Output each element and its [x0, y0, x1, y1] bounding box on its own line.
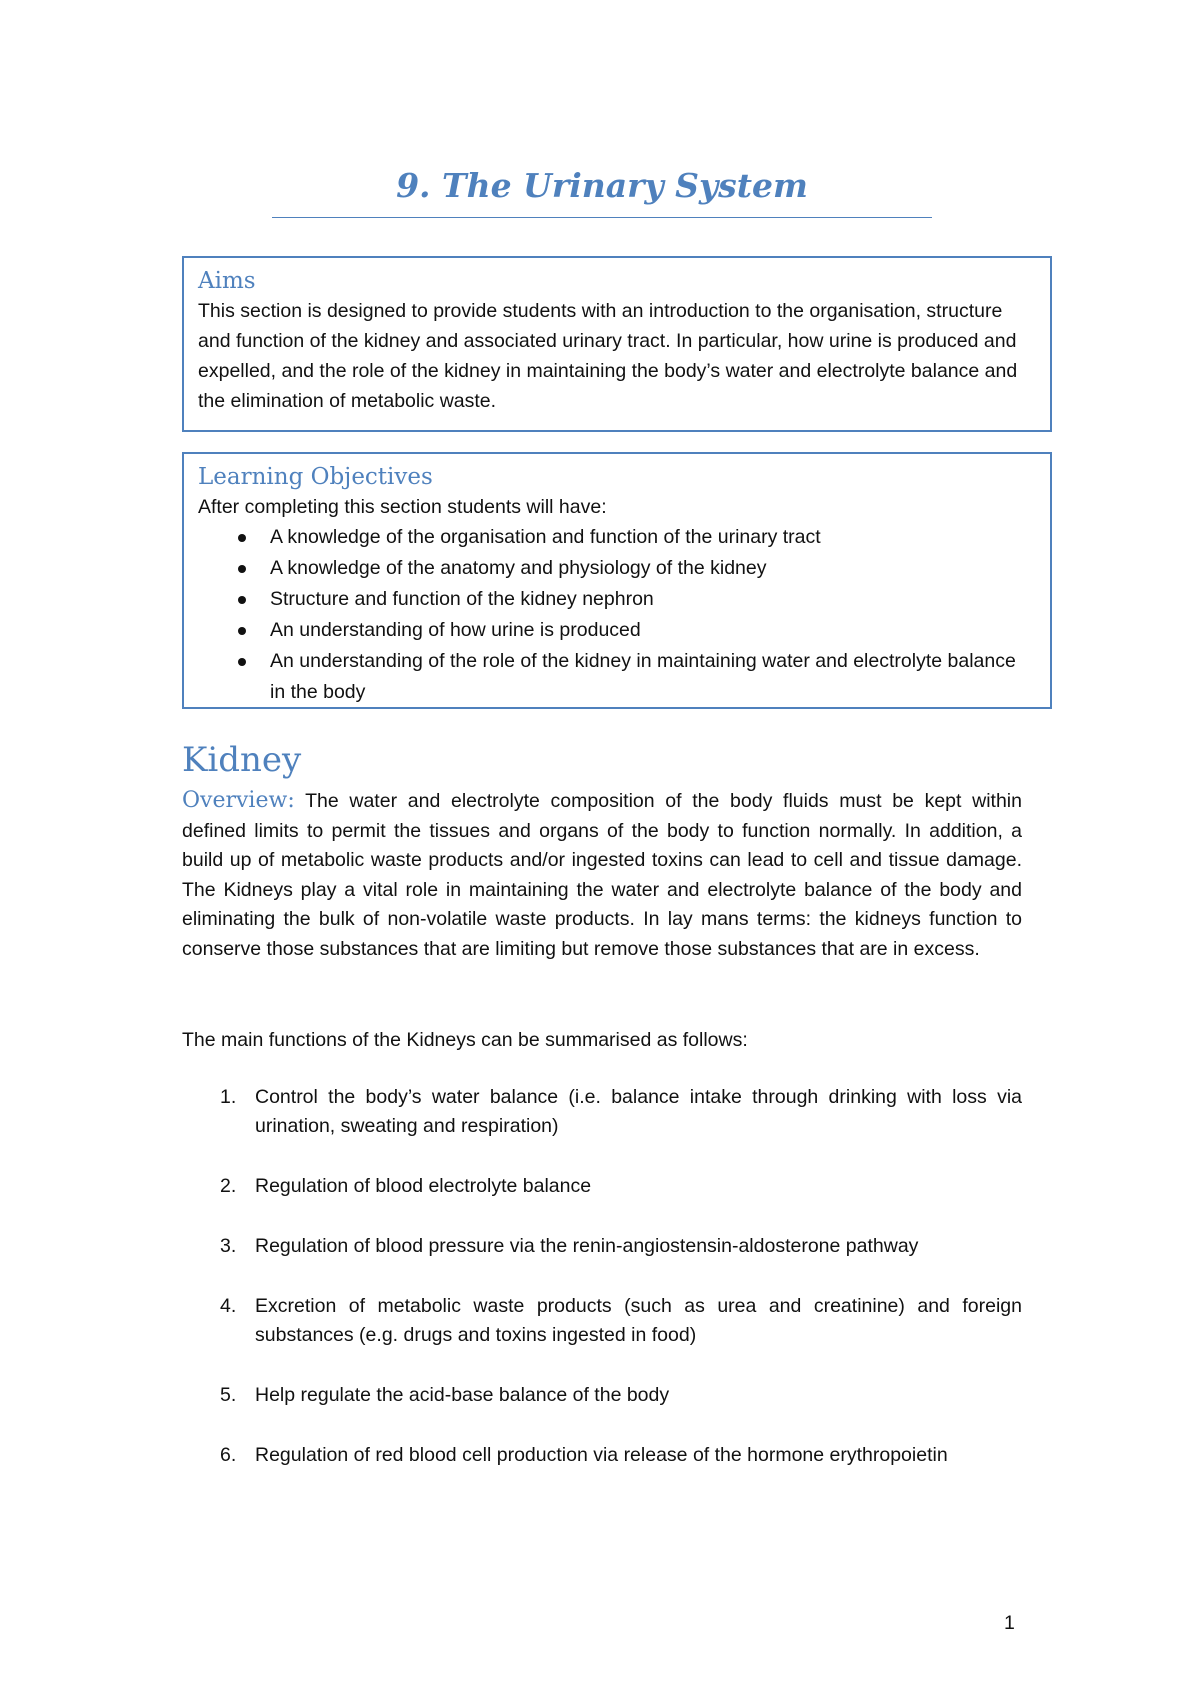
kidney-heading: Kidney [182, 740, 302, 780]
objectives-list [198, 522, 1036, 708]
aims-heading: Aims [198, 268, 256, 294]
list-item [198, 615, 1036, 646]
page-title: 9. The Urinary System [396, 166, 808, 205]
function-text: Regulation of blood pressure via the renin-angiostensin-aldosterone pathway [255, 1235, 919, 1257]
objective-text: An understanding of the role of the kidney in maintaining water and electrolyte balance in the body [270, 650, 1016, 703]
list-item [198, 553, 1036, 584]
list-item [182, 1083, 1022, 1141]
functions-intro: The main functions of the Kidneys can be summarised as follows: [182, 1029, 748, 1051]
list-item [198, 646, 1036, 708]
aims-text: This section is designed to provide students with an introduction to the organisation, structure and function of the kidney and associated urinary tract. In particular, how urine is produced and expelled, and the role of the kidney in maintaining the body’s water and electrolyte balance and the elimination of metabolic waste. [198, 300, 1018, 412]
page-number: 1 [1004, 1612, 1015, 1634]
bullet-icon [238, 627, 246, 635]
function-text: Regulation of blood electrolyte balance [255, 1175, 592, 1197]
objective-text: Structure and function of the kidney nephron [270, 588, 654, 610]
list-item [198, 522, 1036, 553]
overview-text: The water and electrolyte composition of the body fluids must be kept within defined limits to permit the tissues and organs of the body to function normally. In addition, a build up of metabolic waste products and/or ingested toxins can lead to cell and tissue damage. The Kidneys play a vital role in maintaining the water and electrolyte balance of the body and eliminating the bulk of non-volatile waste products. In lay mans terms: the kidneys function to conserve those substances that are limiting but remove those substances that are in excess. [182, 790, 1022, 960]
function-text: Help regulate the acid-base balance of the body [255, 1384, 670, 1406]
objective-text: A knowledge of the anatomy and physiology of the kidney [270, 557, 767, 579]
list-item [198, 584, 1036, 615]
function-text: Regulation of red blood cell production via release of the hormone erythropoietin [255, 1444, 948, 1466]
list-item [182, 1172, 1022, 1201]
functions-list [182, 1083, 1022, 1501]
overview-paragraph [182, 786, 1022, 965]
list-item [182, 1441, 1022, 1470]
objectives-heading: Learning Objectives [198, 464, 433, 490]
title-underline [272, 217, 932, 218]
list-item [182, 1292, 1022, 1350]
list-number: 2. [220, 1175, 237, 1197]
list-item [182, 1232, 1022, 1261]
bullet-icon [238, 596, 246, 604]
objective-text: An understanding of how urine is produced [270, 619, 641, 641]
objective-text: A knowledge of the organisation and function of the urinary tract [270, 526, 821, 548]
function-text: Excretion of metabolic waste products (such as urea and creatinine) and foreign substances (e.g. drugs and toxins ingested in food) [255, 1295, 1022, 1346]
overview-label: Overview: [182, 788, 295, 813]
list-number: 4. [220, 1295, 237, 1317]
list-number: 1. [220, 1086, 237, 1108]
aims-box [182, 256, 1052, 432]
bullet-icon [238, 534, 246, 542]
list-number: 5. [220, 1384, 237, 1406]
objectives-intro: After completing this section students will have: [198, 496, 607, 518]
learning-objectives-box [182, 452, 1052, 709]
bullet-icon [238, 565, 246, 573]
list-number: 6. [220, 1444, 237, 1466]
bullet-icon [238, 658, 246, 666]
list-number: 3. [220, 1235, 237, 1257]
list-item [182, 1381, 1022, 1410]
function-text: Control the body’s water balance (i.e. balance intake through drinking with loss via urination, sweating and respiration) [255, 1086, 1022, 1137]
